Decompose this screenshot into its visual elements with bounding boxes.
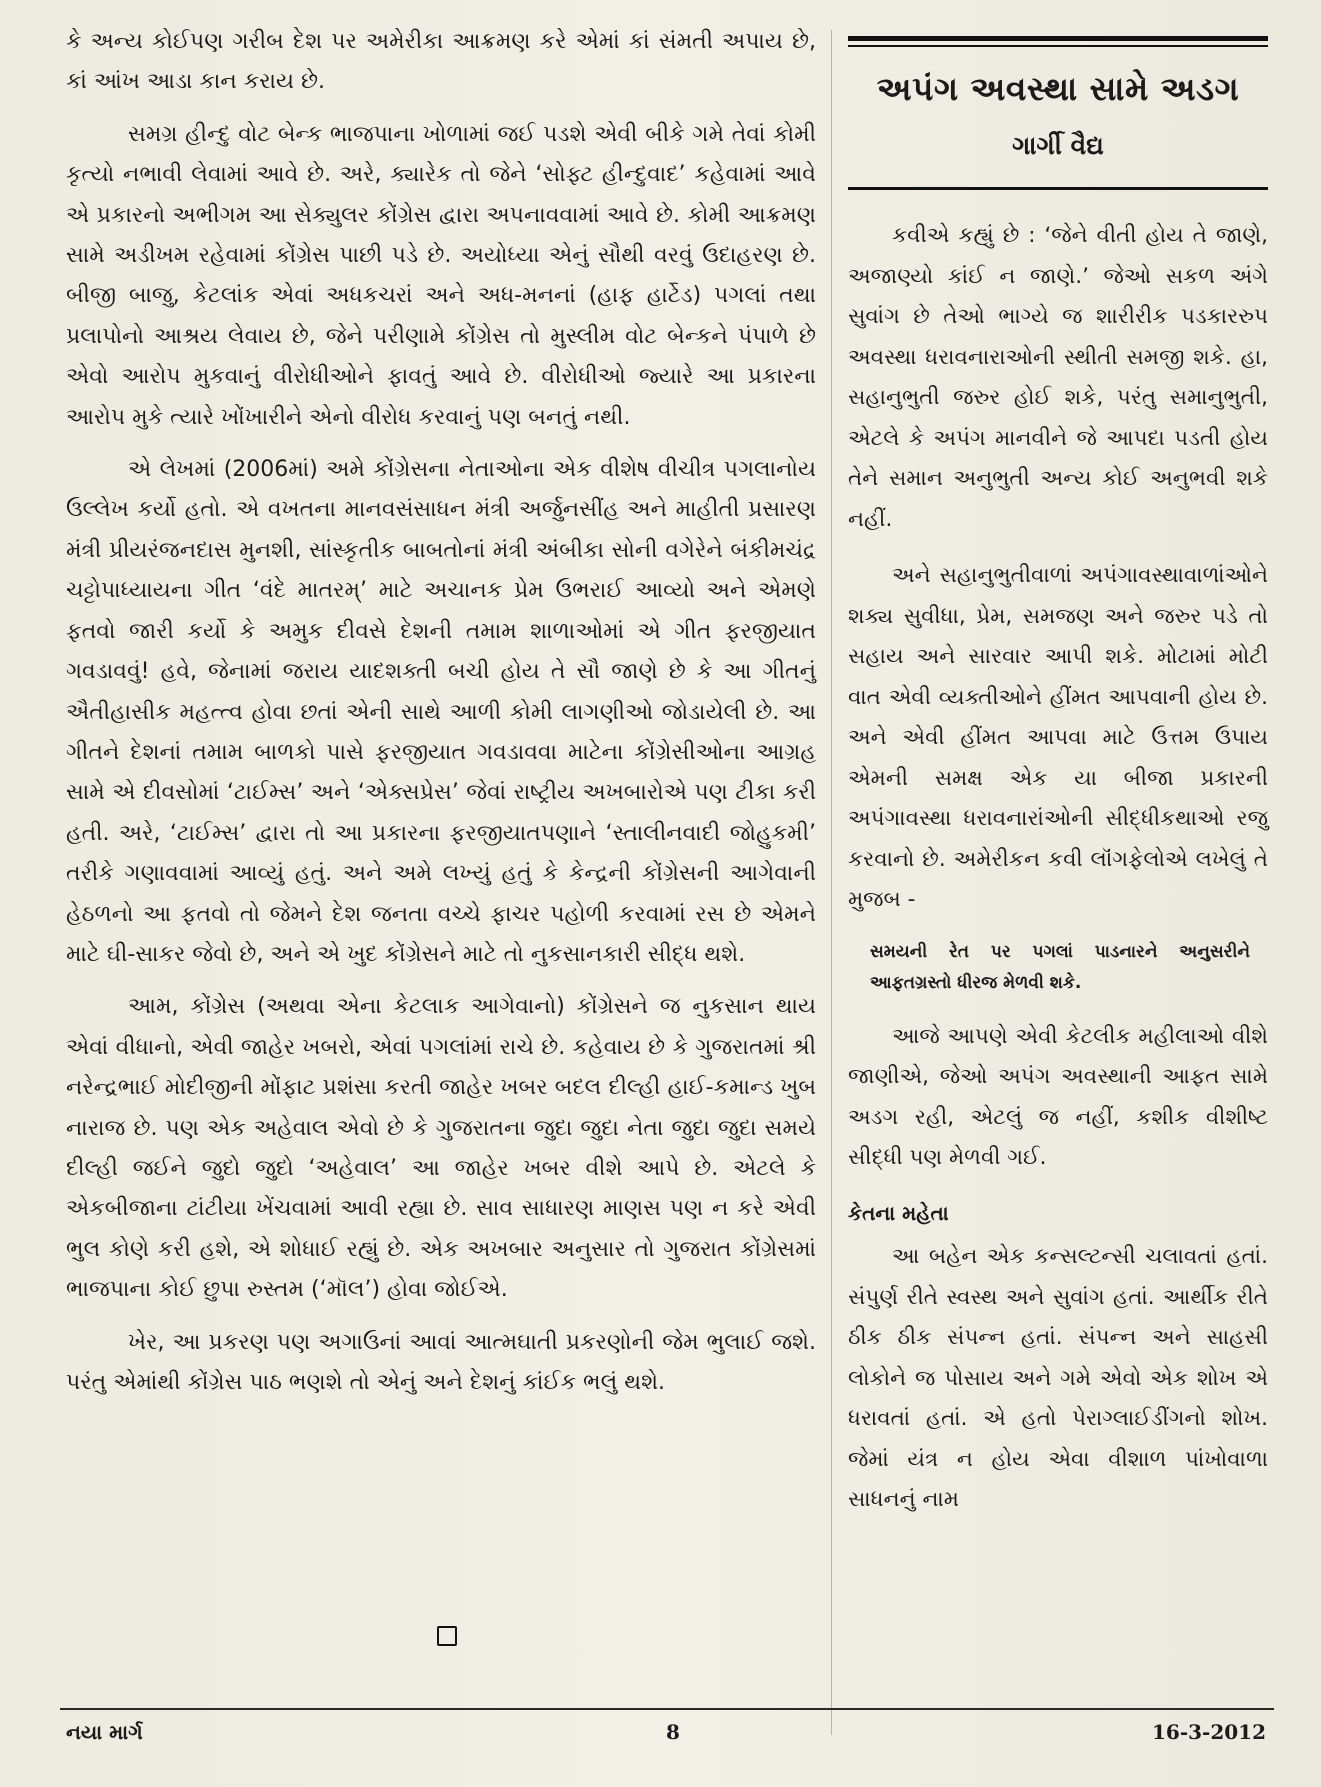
issue-date: 16-3-2012	[1151, 1720, 1266, 1744]
article-headline: અપંગ અવસ્થા સામે અડગ	[876, 69, 1240, 108]
article-paragraph: ખેર, આ પ્રકરણ પણ અગાઉનાં આવાં આત્મઘાતી પ્રકરણોની જેમ ભુલાઈ જશે. પરંતુ એમાંથી કોંગ્રેસ પાઠ ભણશે તો એનું અને દેશનું કાંઈક ભલું થશે.	[66, 1329, 816, 1395]
pull-quote: સમયની રેત પર પગલાં પાડનારને અનુસરીને આફતગ્રસ્તો ધીરજ મેળવી શકે.	[870, 941, 1250, 993]
headline-top-rule	[848, 36, 1268, 41]
article-paragraph: અને સહાનુભુતીવાળાં અપંગાવસ્થાવાળાંઓને શક્ય સુવીધા, પ્રેમ, સમજણ અને જરુર પડે તો સહાય અને સારવાર આપી શકે. મોટામાં મોટી વાત એવી વ્યક્તીઓને હીંમત આપવાની હોય છે. અને એવી હીંમત આપવા માટે ઉત્તમ ઉપાય એમની સમક્ષ એક યા બીજા પ્રકારની અપંગાવસ્થા ધરાવનારાંઓની સીદ્ધીકથાઓ રજુ કરવાનો છે. અમેરીકન કવી લૉંગફેલોએ લખેલું તે મુજબ -	[848, 563, 1268, 912]
column-divider	[831, 30, 832, 1735]
article-end-square-icon	[437, 1626, 457, 1646]
article-paragraph: કે અન્ય કોઈપણ ગરીબ દેશ પર અમેરીકા આક્રમણ કરે એમાં કાં સંમતી અપાય છે, કાં આંખ આડા કાન કરાય છે.	[66, 29, 816, 95]
page-footer	[66, 1720, 1266, 1750]
article-paragraph: સમગ્ર હીન્દુ વોટ બેન્ક ભાજપાના ખોળામાં જઈ પડશે એવી બીકે ગમે તેવાં કોમી કૃત્યો નભાવી લેવામાં આવે છે. અરે, ક્યારેક તો જેને ‘સોફ્ટ હીન્દુવાદ’ કહેવામાં આવે એ પ્રકારનો અભીગમ આ સેક્યુલર કોંગ્રેસ દ્વારા અપનાવવામાં આવે છે. કોમી આક્રમણ સામે અડીખમ રહેવામાં કોંગ્રેસ પાછી પડે છે. અયોધ્યા એનું સૌથી વરવું ઉદાહરણ છે. બીજી બાજુ, કેટલાંક એવાં અધકચરાં અને અધ-મનનાં (હાફ હાર્ટેડ) પગલાં તથા પ્રલાપોનો આશ્રય લેવાય છે, જેને પરીણામે કોંગ્રેસ તો મુસ્લીમ વોટ બેન્કને પંપાળે છે એવો આરોપ મુકવાનું વીરોધીઓને ફાવતું આવે છે. વીરોધીઓ જ્યારે આ પ્રકારના આરોપ મુકે ત્યારે ખોંખારીને એનો વીરોધ કરવાનું પણ બનતું નથી.	[66, 121, 816, 430]
article-paragraph: આ બહેન એક કન્સલ્ટન્સી ચલાવતાં હતાં. સંપુર્ણ રીતે સ્વસ્થ અને સુવાંગ હતાં. આર્થીક રીતે ઠીક ઠીક સંપન્ન હતાં. સંપન્ન અને સાહસી લોકોને જ પોસાય અને ગમે એવો એક શોખ એ ધરાવતાં હતાં. એ હતો પેરાગ્લાઈડીંગનો શોખ. જેમાં યંત્ર ન હોય એવા વીશાળ પાંખોવાળા સાધનનું નામ	[848, 1244, 1268, 1512]
headline-bottom-rule	[848, 187, 1268, 190]
section-subhead: કેતના મહેતા	[848, 1200, 949, 1225]
article-paragraph: આમ, કોંગ્રેસ (અથવા એના કેટલાક આગેવાનો) કોંગ્રેસને જ નુકસાન થાય એવાં વીધાનો, એવી જાહેર ખબરો, એવાં પગલાંમાં રાચે છે. કહેવાય છે કે ગુજરાતમાં શ્રી નરેન્દ્રભાઈ મોદીજીની મોંફાટ પ્રશંસા કરતી જાહેર ખબર બદલ દીલ્હી હાઈ-કમાન્ડ ખુબ નારાજ છે. પણ એક અહેવાલ એવો છે કે ગુજરાતના જુદા જુદા નેતા જુદા જુદા સમયે દીલ્હી જઈને જુદો જુદો ‘અહેવાલ’ આ જાહેર ખબર વીશે આપે છે. એટલે કે એકબીજાના ટાંટીયા ખેંચવામાં આવી રહ્યા છે. સાવ સાધારણ માણસ પણ ન કરે એવી ભુલ કોણે કરી હશે, એ શોધાઈ રહ્યું છે. એક અખબાર અનુસાર તો ગુજરાત કોંગ્રેસમાં ભાજપાના કોઈ છુપા રુસ્તમ (‘મૉલ’) હોવા જોઈએ.	[66, 994, 816, 1303]
footer-rule	[60, 1708, 1274, 1710]
article-paragraph: આજે આપણે એવી કેટલીક મહીલાઓ વીશે જાણીએ, જેઓ અપંગ અવસ્થાની આફત સામે અડગ રહી, એટલું જ નહીં, કશીક વીશીષ્ટ સીદ્ધી પણ મેળવી ગઈ.	[848, 1023, 1268, 1170]
headline-top-rule-thin	[848, 45, 1268, 47]
left-article-column	[66, 22, 816, 1672]
right-article-body	[848, 216, 1268, 1521]
publication-name: નયા માર્ગ	[66, 1720, 143, 1744]
article-paragraph: કવીએ કહ્યું છે : ‘જેને વીતી હોય તે જાણે, અજાણ્યો કાંઈ ન જાણે.’ જેઓ સકળ અંગે સુવાંગ છે તેઓ ભાગ્યે જ શારીરીક પડકારરુપ અવસ્થા ધરાવનારાઓની સ્થીતી સમજી શકે. હા, સહાનુભુતી જરુર હોઈ શકે, પરંતુ સમાનુભુતી, એટલે કે અપંગ માનવીને જે આપદા પડતી હોય તેને સમાન અનુભુતી અન્ય કોઈ અનુભવી શકે નહીં.	[848, 223, 1268, 532]
right-article-column	[848, 36, 1268, 1741]
article-paragraph: એ લેખમાં (2006માં) અમે કોંગ્રેસના નેતાઓના એક વીશેષ વીચીત્ર પગલાનોય ઉલ્લેખ કર્યો હતો. એ વખતના માનવસંસાધન મંત્રી અર્જુનસીંહ અને માહીતી પ્રસારણ મંત્રી પ્રીયરંજનદાસ મુનશી, સાંસ્કૃતીક બાબતોનાં મંત્રી અંબીકા સોની વગેરેને બંકીમચંદ્ર ચટ્ટોપાધ્યાયના ગીત ‘વંદે માતરમ્’ માટે અચાનક પ્રેમ ઉભરાઈ આવ્યો અને એમણે ફતવો જારી કર્યો કે અમુક દીવસે દેશની તમામ શાળાઓમાં એ ગીત ફરજીયાત ગવડાવવું! હવે, જેનામાં જરાય યાદશક્તી બચી હોય તે સૌ જાણે છે કે આ ગીતનું ઐતીહાસીક મહત્ત્વ હોવા છતાં એની સાથે આળી કોમી લાગણીઓ જોડાયેલી છે. આ ગીતને દેશનાં તમામ બાળકો પાસે ફરજીયાત ગવડાવવા માટેના કોંગ્રેસીઓના આગ્રહ સામે એ દીવસોમાં ‘ટાઈમ્સ’ અને ‘એક્સપ્રેસ’ જેવાં રાષ્ટ્રીય અખબારોએ પણ ટીકા કરી હતી. અરે, ‘ટાઈમ્સ’ દ્વારા તો આ પ્રકારના ફરજીયાતપણાને ‘સ્તાલીનવાદી જોહુકમી’ તરીકે ગણાવવામાં આવ્યું હતું. અને અમે લખ્યું હતું કે કેન્દ્રની કોંગ્રેસની આગેવાની હેઠળનો આ ફતવો તો જેમને દેશ જનતા વચ્ચે ફાચર પહોળી કરવામાં રસ છે એમને માટે ઘી-સાકર જેવો છે, અને એ ખુદ કોંગ્રેસને માટે તો નુકસાનકારી સીદ્ધ થશે.	[66, 457, 816, 967]
article-author: ગાર્ગી વૈદ્ય	[1012, 131, 1104, 160]
page-number: 8	[666, 1720, 680, 1744]
